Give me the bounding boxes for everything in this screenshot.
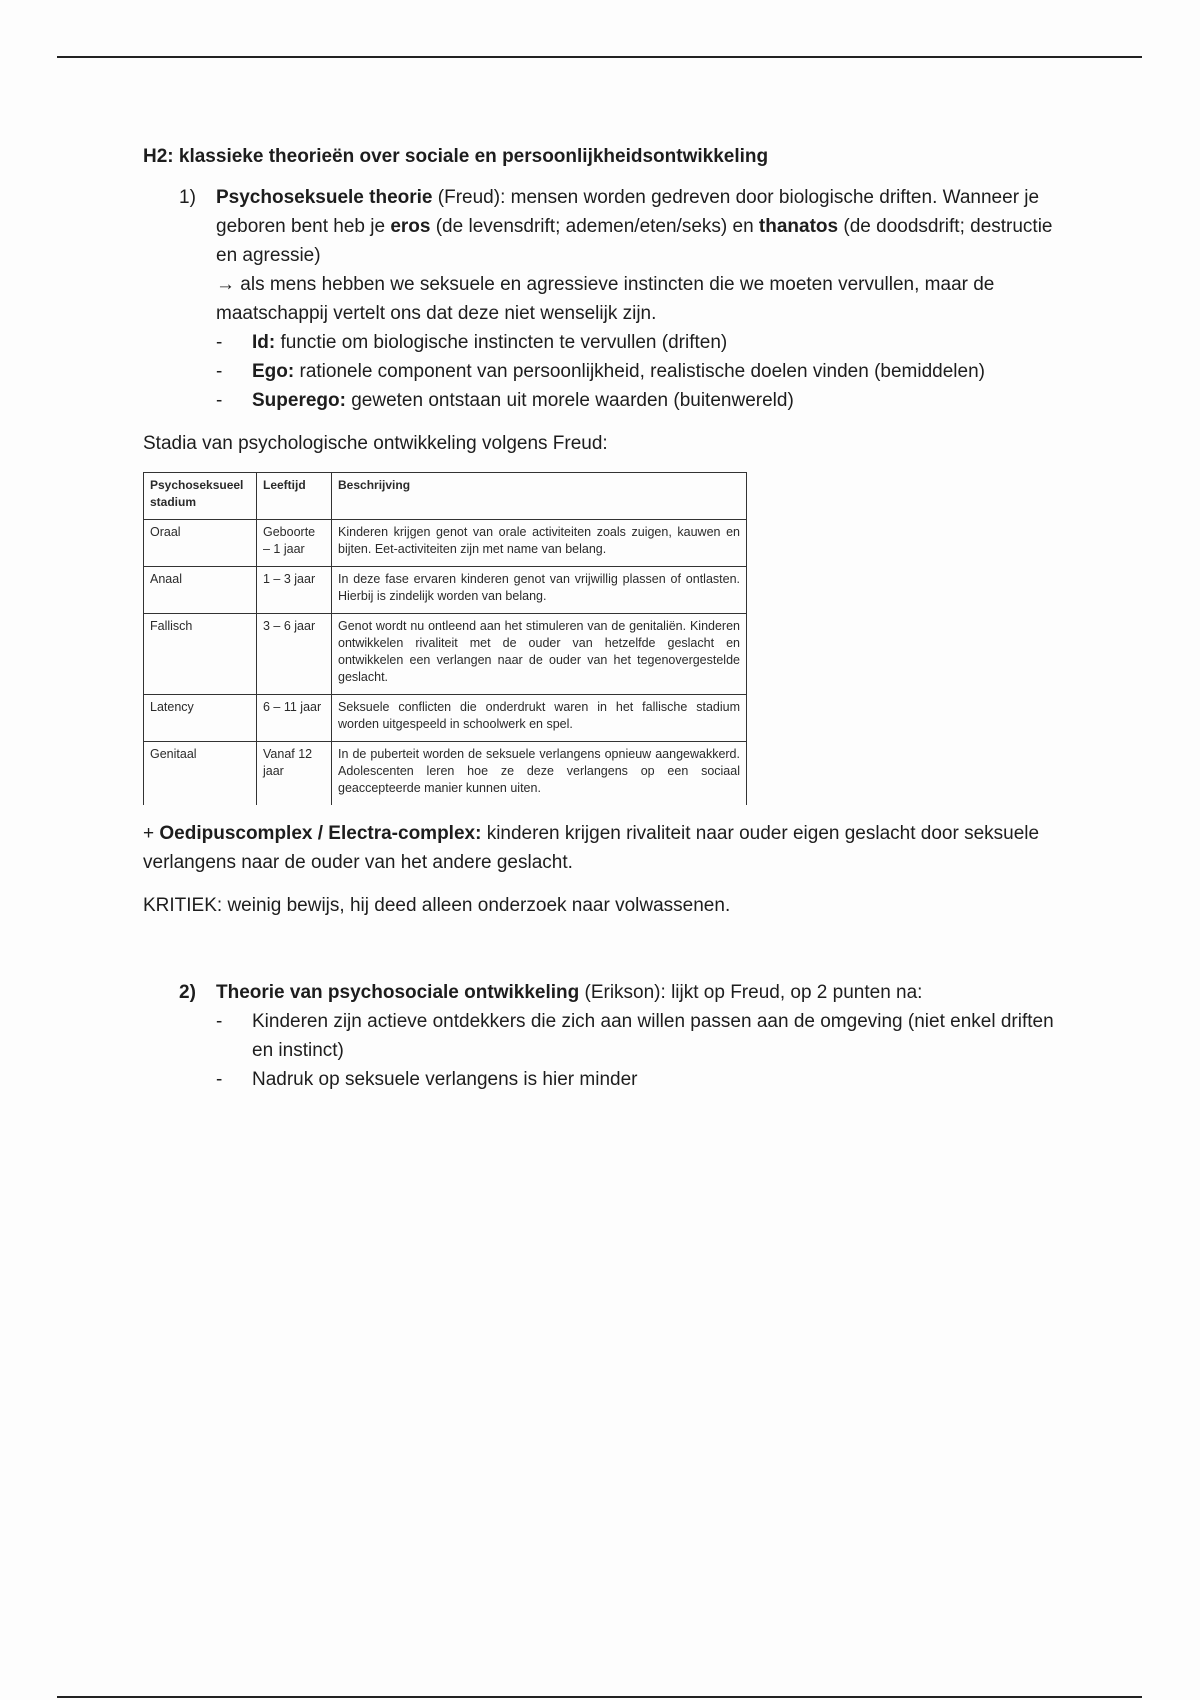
section-1-title: Psychoseksuele theorie [216,187,433,208]
section-heading: H2: klassieke theorieën over sociale en persoonlijkheidsontwikkeling [143,146,769,167]
thanatos-desc: (de doodsdrift; destructie en agressie) [216,216,1053,266]
table-cell-description: In deze fase ervaren kinderen genot van vrijwillig plassen of ontlasten. Hierbij is zindelijk worden van belang. [332,567,747,614]
stages-intro: Stadia van psychologische ontwikkeling volgens Freud: [143,433,608,454]
table-row [144,567,747,614]
thanatos-term: thanatos [758,216,839,237]
table-cell-age: 3 – 6 jaar [257,614,332,695]
list-item [216,357,1073,386]
section-2 [143,978,1073,1094]
item-text: functie om biologische instincten te vervullen (driften) [275,332,728,353]
table-header: Beschrijving [332,473,747,520]
item-term: Id: [252,332,276,353]
item-term: Superego: [252,390,346,411]
item-text: Kinderen zijn actieve ontdekkers die zich aan willen passen aan de omgeving (niet enkel driften en instinct) [252,1011,1054,1061]
oedipus-paragraph [143,819,1073,877]
item-term: Ego: [252,361,295,382]
critique-paragraph: KRITIEK: weinig bewijs, hij deed alleen onderzoek naar volwassenen. [143,895,731,916]
dash-bullet: - [216,1069,223,1090]
list-item [216,386,1073,415]
table-header: Leeftijd [257,473,332,520]
table-cell-age: Geboorte – 1 jaar [257,520,332,567]
item-text: rationele component van persoonlijkheid, realistische doelen vinden (bemiddelen) [294,361,985,382]
section-1-intro-text: : mensen worden gedreven door biologische driften. Wanneer je geboren bent heb je [216,187,1040,237]
section-1-number: 1) [179,187,196,208]
table-cell-stage: Oraal [144,520,257,567]
bottom-rule [57,1696,1142,1698]
dash-bullet: - [216,332,223,353]
list-item [216,1065,1073,1094]
item-text: Nadruk op seksuele verlangens is hier minder [252,1069,638,1090]
page-content [143,142,1073,1094]
table-cell-description: In de puberteit worden de seksuele verlangens opnieuw aangewakkerd. Adolescenten leren hoe ze deze verlangens op een sociaal geaccepteerde manier kunnen uiten. [332,742,747,806]
section-2-intro-text: (Erikson): lijkt op Freud, op 2 punten na: [579,982,923,1003]
section-1-intro [216,183,1073,270]
id-ego-superego-list [216,328,1073,415]
eros-desc: (de levensdrift; ademen/eten/seks) en [430,216,759,237]
section-1 [143,183,1073,415]
table-cell-description: Seksuele conflicten die onderdrukt waren in het fallische stadium worden uitgespeeld in schoolwerk en spel. [332,695,747,742]
table-cell-stage: Genitaal [144,742,257,806]
section-1-author: (Freud) [432,187,501,208]
table-cell-age: 6 – 11 jaar [257,695,332,742]
table-header-row [144,473,747,520]
eros-term: eros [390,216,431,237]
table-cell-stage: Anaal [144,567,257,614]
freud-stages-table [143,472,747,805]
section-1-arrow-text: → als mens hebben we seksuele en agressieve instincten die we moeten vervullen, maar de maatschappij vertelt ons dat deze niet wenselijk zijn. [216,274,995,324]
list-item [216,328,1073,357]
dash-bullet: - [216,390,223,411]
table-row [144,614,747,695]
dash-bullet: - [216,361,223,382]
table-cell-description: Kinderen krijgen genot van orale activiteiten zoals zuigen, kauwen en bijten. Eet-activiteiten zijn met name van belang. [332,520,747,567]
section-2-intro [216,978,1073,1007]
table-cell-stage: Fallisch [144,614,257,695]
table-cell-description: Genot wordt nu ontleend aan het stimuleren van de genitaliën. Kinderen ontwikkelen rivaliteit met de ouder van hetzelfde geslacht en ontwikkelen een verlangen naar de ouder van het tegenovergestelde geslacht. [332,614,747,695]
dash-bullet: - [216,1011,223,1032]
oedipus-term: Oedipuscomplex / Electra-complex: [159,823,482,844]
item-text: geweten ontstaan uit morele waarden (buitenwereld) [345,390,794,411]
section-2-number: 2) [179,982,196,1003]
table-cell-age: Vanaf 12 jaar [257,742,332,806]
list-item [216,1007,1073,1065]
table-cell-stage: Latency [144,695,257,742]
table-row [144,742,747,806]
top-rule [57,56,1142,58]
oedipus-prefix: + [143,823,160,844]
table-cell-age: 1 – 3 jaar [257,567,332,614]
section-2-title: Theorie van psychosociale ontwikkeling [216,982,580,1003]
oedipus-text: kinderen krijgen rivaliteit naar ouder eigen geslacht door seksuele verlangens naar de ouder van het andere geslacht. [143,823,1040,873]
table-header: Psychoseksueel stadium [144,473,257,520]
table-row [144,520,747,567]
erikson-list [216,1007,1073,1094]
table-row [144,695,747,742]
